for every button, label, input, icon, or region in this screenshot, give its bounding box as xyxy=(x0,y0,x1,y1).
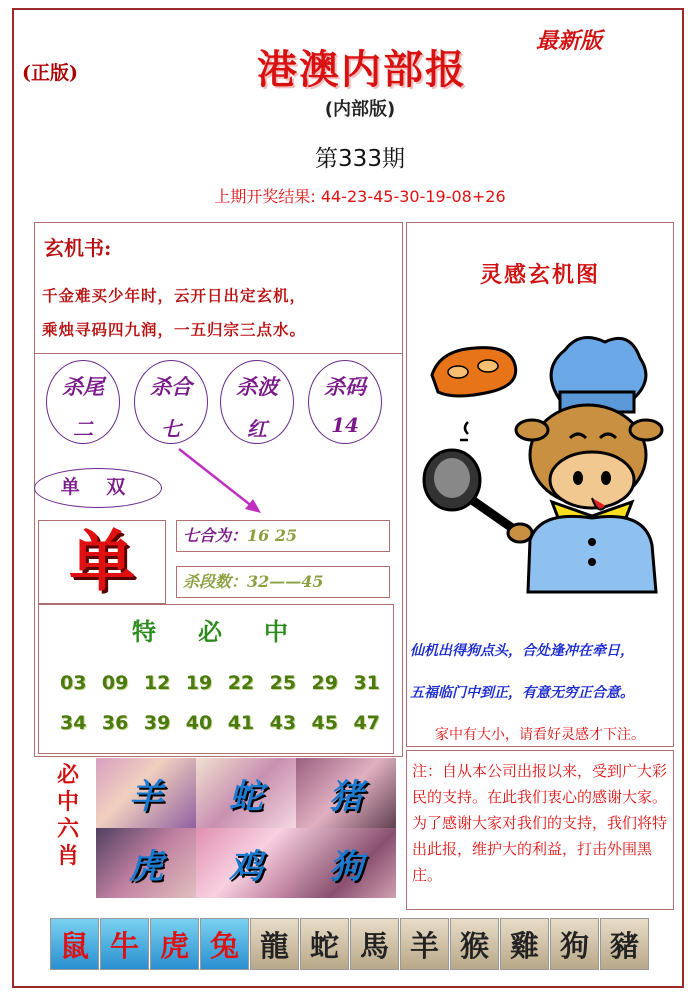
tebi-number: 31 xyxy=(353,672,380,694)
oval-value: 七 xyxy=(161,417,181,441)
tebi-row-2 xyxy=(60,712,380,734)
issue-number: 第333期 xyxy=(315,146,405,172)
zodiac-cell: 豬 xyxy=(600,918,649,970)
zodiac-cell: 馬 xyxy=(350,918,399,970)
xuanji-line-2: 乘烛寻码四九润，一五归宗三点水。 xyxy=(42,320,307,339)
zodiac-bar xyxy=(50,918,650,970)
zodiac-cell: 猴 xyxy=(450,918,499,970)
oval-title: 杀尾 xyxy=(62,374,104,399)
zodiac-cell: 蛇 xyxy=(300,918,349,970)
zodiac-picture: 鸡 xyxy=(196,828,296,898)
edition-label: (正版) xyxy=(22,62,78,84)
linggan-title: 灵感玄机图 xyxy=(479,262,600,288)
oval-title: 杀波 xyxy=(236,374,278,399)
linggan-note: 家中有大小，请看好灵感才下注。 xyxy=(435,727,645,743)
tebi-number: 45 xyxy=(311,712,338,734)
tebi-number: 43 xyxy=(269,712,297,734)
zodiac-cell: 雞 xyxy=(500,918,549,970)
big-char-box xyxy=(38,520,166,604)
tebi-heading: 特必中 xyxy=(132,617,330,646)
tebi-number: 39 xyxy=(143,712,171,734)
linggan-poem-1: 仙机出得狗点头，合处逢冲在牵日， xyxy=(410,643,634,659)
zodiac-cell: 羊 xyxy=(400,918,449,970)
dan-shuang-oval: 单 双 xyxy=(34,468,162,508)
zodiac-cell: 鼠 xyxy=(50,918,99,970)
tebi-number: 34 xyxy=(60,712,87,734)
oval-sha-bo xyxy=(220,360,294,444)
tebi-number: 12 xyxy=(143,672,171,694)
xuanji-heading: 玄机书: xyxy=(44,236,112,260)
zodiac-cell: 牛 xyxy=(100,918,149,970)
tebi-row-1 xyxy=(60,672,380,694)
tebi-number: 47 xyxy=(353,712,380,734)
qihe-label: 七合为： xyxy=(183,526,248,545)
tebi-number: 29 xyxy=(311,672,338,694)
newest-label: 最新版 xyxy=(536,28,603,54)
notice-text: 注：自从本公司出报以来，受到广大彩民的支持。在此我们衷心的感谢大家。为了感谢大家对我们的支持，我们将特出此报，维护大的利益，打击外围黑庄。 xyxy=(412,762,668,884)
oval-title: 杀合 xyxy=(150,374,192,399)
oval-sha-ma xyxy=(308,360,382,444)
zodiac-cell: 狗 xyxy=(550,918,599,970)
page-subtitle: (内部版) xyxy=(324,99,396,120)
tebi-number: 25 xyxy=(269,672,297,694)
zodiac-picture: 猪 xyxy=(296,758,396,828)
qihe-box xyxy=(176,520,390,552)
shaduan-box xyxy=(176,566,390,598)
tebi-number: 19 xyxy=(185,672,213,694)
zodiac-picture: 蛇 xyxy=(196,758,296,828)
zodiac-cell: 兔 xyxy=(200,918,249,970)
tebi-number: 09 xyxy=(101,672,129,694)
oval-sha-he xyxy=(134,360,208,444)
tebi-number: 41 xyxy=(227,712,255,734)
zodiac-cell: 龍 xyxy=(250,918,299,970)
last-result: 上期开奖结果: 44-23-45-30-19-08+26 xyxy=(214,187,506,206)
tebi-number: 36 xyxy=(101,712,129,734)
page-title: 港澳内部报 xyxy=(257,46,467,93)
chef-cow-illustration xyxy=(420,330,665,600)
bi-zhong-liu-xiao-label: 必中六肖 xyxy=(56,762,79,869)
shaduan-value: 32——45 xyxy=(247,572,324,591)
zodiac-picture: 狗 xyxy=(296,828,396,898)
tebi-number: 03 xyxy=(60,672,87,694)
oval-title: 杀码 xyxy=(324,374,366,399)
xuanji-line-1: 千金难买少年时，云开日出定玄机， xyxy=(42,286,307,305)
tebi-number: 22 xyxy=(227,672,255,694)
qihe-value: 16 25 xyxy=(247,526,298,545)
zodiac-picture-grid xyxy=(96,758,396,898)
big-char: 单 xyxy=(69,522,135,600)
oval-value: 二 xyxy=(73,417,93,441)
zodiac-picture: 虎 xyxy=(96,828,196,898)
zodiac-cell: 虎 xyxy=(150,918,199,970)
oval-value: 14 xyxy=(331,413,359,437)
arrow-icon xyxy=(175,445,265,517)
zodiac-picture: 羊 xyxy=(96,758,196,828)
linggan-poem-2: 五福临门中到正，有意无穷正合意。 xyxy=(410,685,634,701)
shaduan-label: 杀段数： xyxy=(183,572,248,591)
tebi-number: 40 xyxy=(185,712,213,734)
oval-value: 红 xyxy=(247,417,267,441)
oval-sha-wei xyxy=(46,360,120,444)
